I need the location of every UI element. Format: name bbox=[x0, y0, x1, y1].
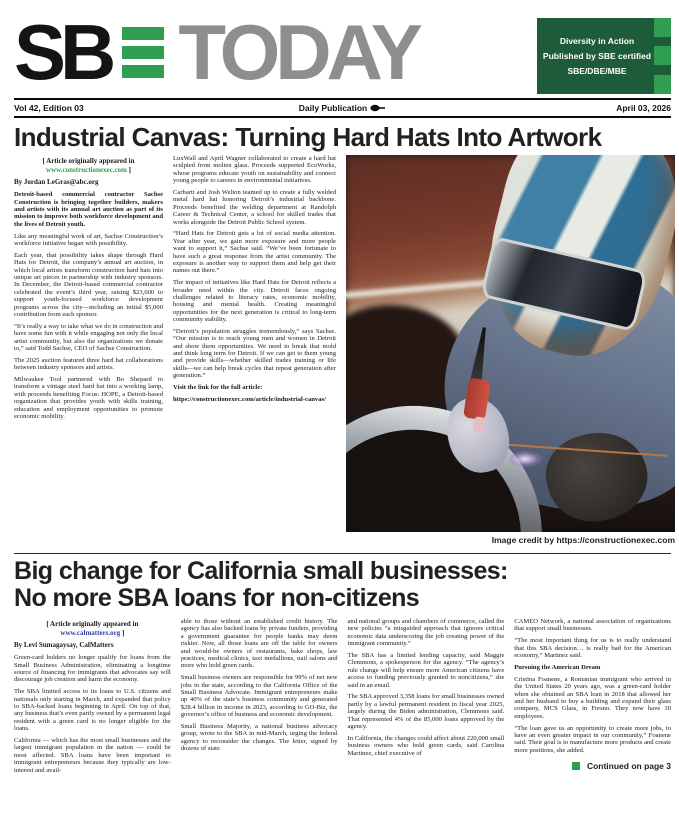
article1-body bbox=[14, 155, 675, 545]
article-paragraph: CAMEO Network, a national association of organizations that support small businesses. bbox=[514, 618, 671, 633]
article-paragraph: Visit the link for the full article: bbox=[173, 384, 263, 391]
edition-label: Vol 42, Edition 03 bbox=[14, 103, 84, 113]
source-link[interactable]: www.calmatters.org bbox=[60, 628, 121, 637]
green-bars-icon bbox=[122, 27, 164, 78]
publication-text: Daily Publication bbox=[298, 103, 368, 113]
article1-col1-paragraphs bbox=[14, 191, 163, 420]
article2-headline-line2: No more SBA loans for non-citizens bbox=[14, 584, 420, 612]
article1-attribution bbox=[14, 157, 163, 175]
article2-attribution bbox=[14, 620, 171, 638]
continued-notice[interactable] bbox=[514, 762, 671, 772]
article-paragraph: and national groups and chambers of commerce, called the new policies “a misguided approach that ignores critical economic data underscoring the job creating power of the immigrant community.” bbox=[347, 618, 505, 648]
publication-label bbox=[233, 103, 452, 113]
attribution-text: [ Article originally appeared in bbox=[46, 620, 139, 628]
article2-column-4 bbox=[514, 618, 671, 778]
article-paragraph: able to those without an established credit history. The agency has also backed loans by private funders, providing a government guarantee for people banks may deem riskier. Now, all those loans are off the table for owners and would-be owners of restaurants, bake shops, law practices, medical clinics, taxi medallions, nail salons and more who hold green cards. bbox=[180, 618, 338, 670]
article-paragraph: The impact of initiatives like Hard Hats for Detroit reflects a broader need within the city. Detroit faces ongoing challenges related to literacy rates, economic mobility, housing and mental health. Creating meaningful opportunities for the next generation is critical to long-term community stability. bbox=[173, 279, 336, 323]
article-industrial-canvas bbox=[14, 122, 675, 545]
article-paragraph: Each year, that possibility takes shape through Hard Hats for Detroit, the company’s annual art auction, in which local artists transform construction hard hats into unique art pieces in partnership with industry sponsors. In December, the Detroit-based commercial contractor celebrated the event’s third year, raising $23,600 to support youth-focused workforce development programs across the city—including an initial $5,000 contribution from each sponsor. bbox=[14, 251, 163, 318]
article2-headline-line1: Big change for California small businesses: bbox=[14, 557, 508, 585]
article1-photo-figure bbox=[346, 155, 675, 545]
badge-text bbox=[537, 18, 651, 94]
attribution-text: [ Article originally appeared in bbox=[42, 157, 135, 165]
article-paragraph: “Detroit’s population struggles tremendously,” says Sachse. “Our mission is to reach young men and women in Detroit and show them opportunities. We need to break that mold and think long term for Detroit. If we can get to them young and provide skills—whether skilled trades training or life skills—we can help break cycles that repeat generation after generation.” bbox=[173, 327, 336, 380]
source-link[interactable]: www.constructionexec.com bbox=[46, 165, 127, 174]
logo-sb-text: SB bbox=[14, 8, 111, 96]
article-paragraph: Small business owners are responsible for 99% of net new jobs in the state, according to the California Office of the Small Business Advocate. Immigrant entrepreneurs make up 40% of the state’s business community and generated $28.4 billion in income in 2023, according to GO-Biz, the governor’s office of business and economic development. bbox=[180, 674, 338, 718]
green-bar bbox=[122, 46, 164, 59]
logo bbox=[14, 8, 418, 96]
badge-tab bbox=[654, 75, 671, 94]
meta-bar bbox=[14, 98, 671, 118]
article2-column-1 bbox=[14, 618, 171, 778]
article-paragraph: Cristina Foanene, a Romanian immigrant who arrived in the United States 20 years ago, was a green-card holder when she obtained an SBA loan in 2018 that allowed her and her husband to buy a building and expand their glass company, MCS Glass, in Fresno. They now have 30 employees. bbox=[514, 675, 671, 720]
article-paragraph: “The loan gave us an opportunity to create more jobs, to have an even greater impact in our community,” Foanene said. Their goal is to manufacture more products and create more positions, she added. bbox=[514, 724, 671, 754]
attribution-suffix: ] bbox=[126, 165, 131, 174]
article-sba-loans bbox=[14, 558, 671, 778]
article2-column-3 bbox=[348, 618, 505, 778]
badge-tab bbox=[654, 18, 671, 37]
welder-photo bbox=[346, 155, 675, 532]
badge-tab bbox=[654, 46, 671, 65]
article-paragraph: LuxWall and April Wagner collaborated to create a hard hat sculpted from molten glass. Proceeds supported EcoWorks, whose programs educate youth on sustainability and connect young people to careers in environmental initiatives. bbox=[173, 155, 336, 185]
article-paragraph: “It’s really a way to take what we do in construction and have some fun with it while engaging not only the local artist community, but also the organizations we donate to,” said Todd Sachse, CEO of Sachse Construction. bbox=[14, 322, 163, 352]
logo-today-text: TODAY bbox=[178, 8, 418, 96]
article-paragraph: The SBA limited access to its loans to U.S. citizens and nationals only starting in March, and expanded that policy to SBA-backed loans beginning in April. On top of that, any business that’s even partly owned by a permanent legal resident with a green card is no longer eligible for the loans. bbox=[14, 688, 171, 733]
article-paragraph: Detroit-based commercial contractor Sachse Construction is bringing together builders, makers and artists with its annual art auction as part of its mission to improve both workforce development and the lives of Detroit youth. bbox=[14, 191, 163, 228]
article2-headline bbox=[14, 558, 671, 612]
badge-line-2: Published by SBE certified bbox=[542, 51, 652, 61]
certification-badge bbox=[537, 18, 671, 94]
marker-icon bbox=[370, 104, 386, 112]
section-divider bbox=[14, 553, 671, 554]
article-paragraph: Like any meaningful work of art, Sachse Construction’s workforce initiative began with possibility. bbox=[14, 232, 163, 248]
article-subhead: Pursuing the American Dream bbox=[514, 663, 601, 671]
article-paragraph: Green-card holders no longer qualify for loans from the Small Business Administration, eliminating a longtime source of financing for immigrants that advocates say will discourage job creation and harm the economy. bbox=[14, 654, 171, 684]
masthead bbox=[14, 0, 671, 98]
article-paragraph: Small Business Majority, a national business advocacy group, wrote to the SBA in mid-March, urging the federal agency to reconsider the changes. The letter, signed by dozens of state bbox=[180, 722, 338, 752]
article2-column-2 bbox=[181, 618, 338, 778]
article-paragraph: California — which has the most small businesses and the largest immigrant population in the nation — could be most affected. SBA loans have been important to immigrant entrepreneurs because they typically are low-interest and avail- bbox=[14, 737, 171, 774]
article2-body bbox=[14, 618, 671, 778]
article1-byline: By Jordan LeGras@abc.org bbox=[14, 177, 99, 186]
article2-col3-paragraphs bbox=[348, 618, 505, 757]
green-square-icon bbox=[572, 762, 580, 770]
continued-text: Continued on page 3 bbox=[586, 761, 671, 771]
article-paragraph: “Hard Hats for Detroit gets a lot of social media attention. Year after year, we gain more exposure and more people want to support it,” Sachse said. “We’ve been fortunate to have such a great response from the artist community. The exposure is another way to support them and help get their names out there.” bbox=[173, 230, 336, 275]
article-paragraph: “The most important thing for us is to really understand that this SBA decision… is really bad for the American economy,” Martinez said. bbox=[514, 637, 671, 659]
green-bar bbox=[122, 27, 164, 40]
badge-line-1: Diversity in Action bbox=[559, 36, 635, 46]
article2-byline: By Levi Sumagaysay, CalMatters bbox=[14, 640, 114, 649]
attribution-suffix: ] bbox=[120, 628, 125, 637]
article2-col4-paragraphs bbox=[514, 618, 671, 754]
article1-column-2 bbox=[173, 155, 336, 545]
article-paragraph: The SBA has a limited lending capacity, said Maggie Clemmons, a spokesperson for the agency. “The agency’s rule change will help ensure more American citizens have access to funding previously granted to noncitizens,” she said in an email. bbox=[347, 652, 505, 689]
badge-line-3: SBE/DBE/MBE bbox=[567, 66, 627, 76]
article2-col1-paragraphs bbox=[14, 654, 171, 774]
article1-col2-paragraphs bbox=[173, 155, 336, 403]
date-label: April 03, 2026 bbox=[616, 103, 671, 113]
photo-weld-glow bbox=[508, 451, 542, 467]
article-paragraph: https://constructionexec.com/article/industrial-canvas/ bbox=[173, 395, 326, 403]
article-paragraph: The SBA approved 3,358 loans for small businesses owned partly by a lawful permanent resident in fiscal year 2025, largely during the Biden administration, Clemmons said. That represented 4% of the 85,000 loans approved by the agency. bbox=[347, 693, 505, 730]
green-bar bbox=[122, 65, 164, 78]
article1-headline: Industrial Canvas: Turning Hard Hats Into Artwork bbox=[14, 122, 602, 152]
article1-column-1 bbox=[14, 155, 163, 545]
article-paragraph: Milwaukee Tool partnered with Bo Shepard to transform a vintage steel hard hat into a working lamp, with proceeds benefiting Focus: HOPE, a Detroit-based organization that provides youth with skills training, education and employment opportunities to promote economic mobility. bbox=[14, 376, 163, 420]
article-paragraph: In California, the changes could affect about 220,000 small business owners who hold green cards, said Carolina Martinez, chief executive of bbox=[347, 734, 505, 757]
article-paragraph: Carhartt and Josh Welton teamed up to create a fully welded metal hard hat honoring Detroit’s industrial backbone. Proceeds benefited the welding department at Randolph Career & Technical Center, a school for skilled trades that works alongside the Detroit Public School system. bbox=[173, 189, 336, 226]
article-paragraph: The 2025 auction featured three hard hat collaborations between industry sponsors and artists. bbox=[14, 356, 163, 372]
photo-credit: Image credit by https://constructionexec.com bbox=[491, 535, 675, 545]
article2-col2-paragraphs bbox=[181, 618, 338, 752]
